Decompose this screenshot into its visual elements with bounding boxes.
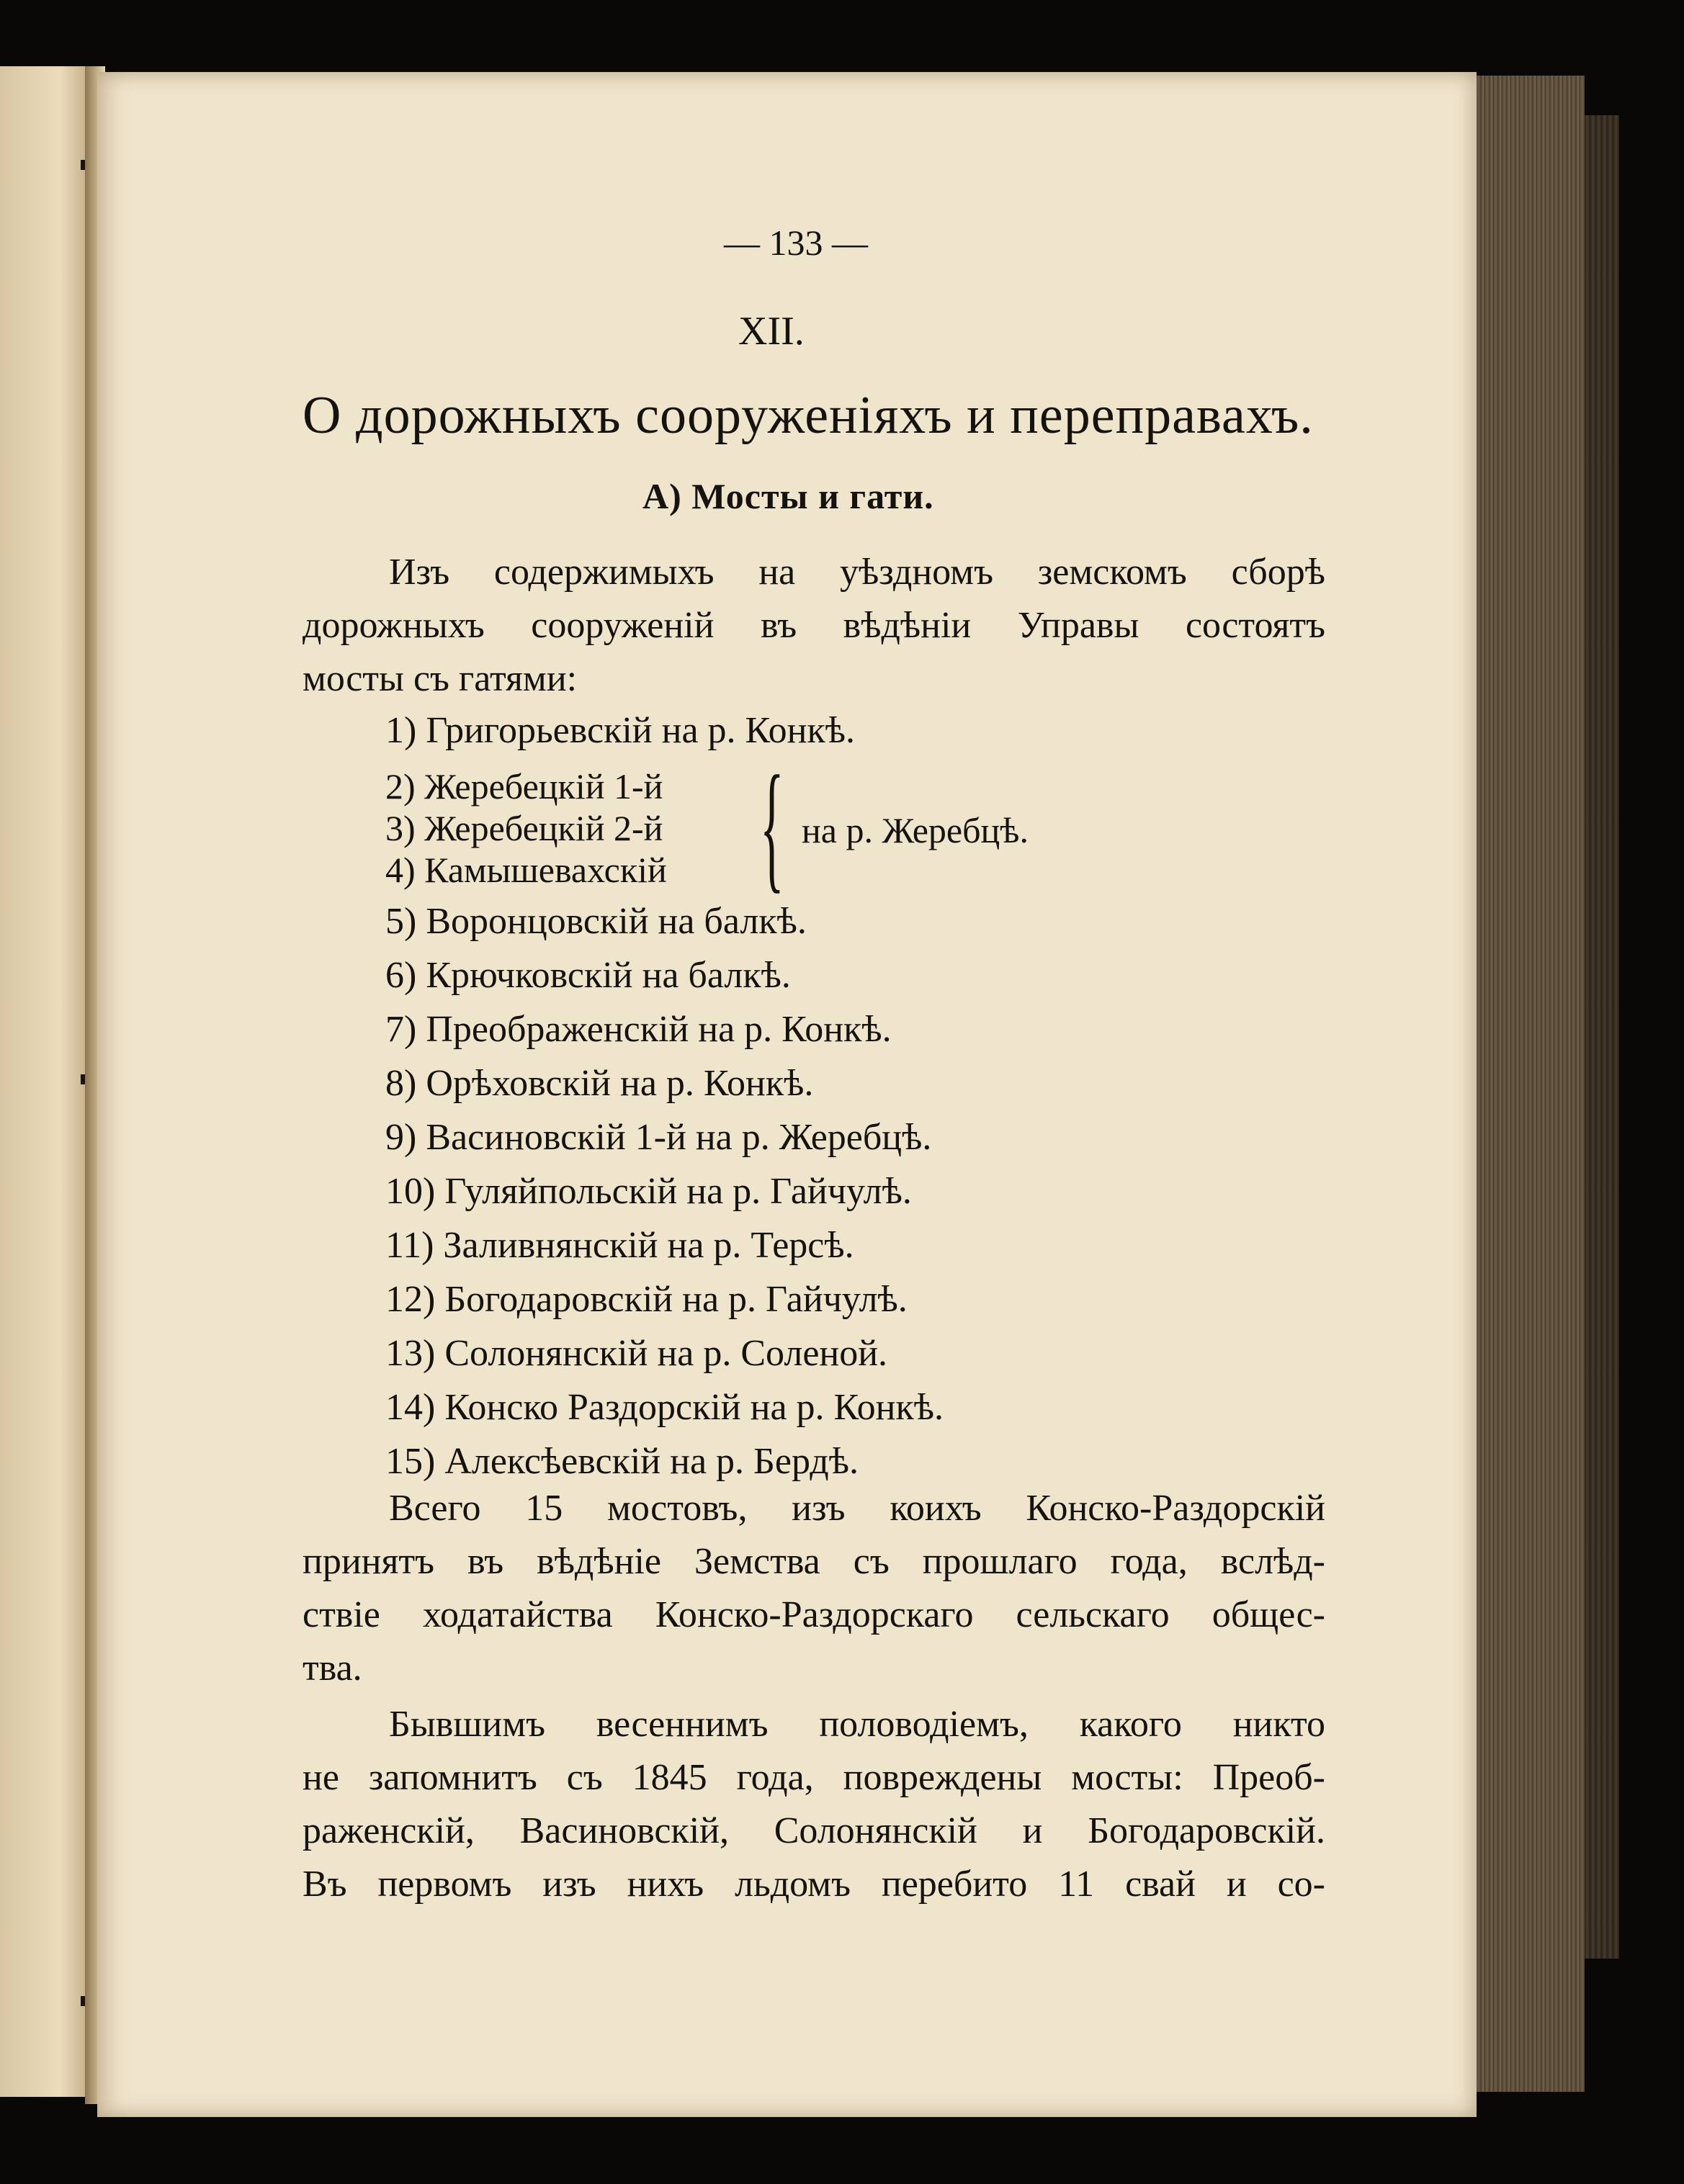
list-item: 15) Алексѣевскій на р. Бердѣ.	[385, 1441, 859, 1482]
paragraph-line: дорожныхъ сооруженій въ вѣдѣніи Управы состоятъ	[303, 605, 1325, 646]
book-cover-edge	[1585, 115, 1619, 1959]
list-item: 13) Солонянскій на р. Соленой.	[385, 1333, 888, 1374]
list-item: 9) Васиновскій 1-й на р. Жеребцѣ.	[385, 1117, 932, 1158]
paragraph-line: Изъ содержимыхъ на уѣздномъ земскомъ сборѣ	[389, 552, 1325, 593]
paragraph-line: Всего 15 мостовъ, изъ коихъ Конско-Раздорскій	[389, 1488, 1325, 1529]
paragraph-line: не запомнитъ съ 1845 года, повреждены мосты: Преоб-	[303, 1757, 1325, 1798]
group-river-label: на р. Жеребцѣ.	[802, 810, 1029, 850]
paragraph-line: принятъ въ вѣдѣніе Земства съ прошлаго года, вслѣд-	[303, 1541, 1325, 1582]
paragraph-line: Бывшимъ весеннимъ половодіемъ, какого никто	[389, 1704, 1325, 1745]
page-number: — 133 —	[724, 223, 868, 263]
list-item: 10) Гуляйпольскій на р. Гайчулѣ.	[385, 1171, 912, 1212]
flood-paragraph	[303, 1698, 1325, 1911]
paragraph-line: Въ первомъ изъ нихъ льдомъ перебито 11 свай и со-	[303, 1864, 1325, 1905]
list-item: 7) Преображенскій на р. Конкѣ.	[385, 1009, 892, 1050]
paragraph-line: тва.	[303, 1648, 362, 1689]
list-item: 6) Крючковскій на балкѣ.	[385, 955, 791, 996]
left-page-edge	[0, 66, 85, 2097]
list-item: 8) Орѣховскій на р. Конкѣ.	[385, 1063, 814, 1104]
intro-paragraph	[303, 546, 1325, 706]
section-title: О дорожныхъ сооруженіяхъ и переправахъ.	[303, 386, 1314, 445]
chapter-number: XII.	[738, 309, 805, 354]
paragraph-line: ствіе ходатайства Конско-Раздорскаго сельскаго общес-	[303, 1594, 1325, 1635]
paragraph-line: мосты съ гатями:	[303, 658, 578, 699]
grouping-brace: {	[760, 747, 784, 906]
list-item: 1) Григорьевскій на р. Конкѣ.	[385, 710, 855, 751]
list-item: 2) Жеребецкій 1-й	[385, 766, 663, 806]
list-item: 4) Камышевахскій	[385, 850, 667, 890]
list-item: 12) Богодаровскій на р. Гайчулѣ.	[385, 1279, 908, 1320]
list-item: 14) Конско Раздорскій на р. Конкѣ.	[385, 1387, 944, 1428]
list-item: 5) Воронцовскій на балкѣ.	[385, 901, 807, 942]
summary-paragraph	[303, 1482, 1325, 1695]
list-item: 3) Жеребецкій 2-й	[385, 808, 663, 848]
list-item: 11) Заливнянскій на р. Терсѣ.	[385, 1225, 854, 1266]
subsection-title: А) Мосты и гати.	[642, 476, 934, 516]
bridge-group	[385, 765, 667, 891]
paragraph-line: раженскій, Васиновскій, Солонянскій и Богодаровскій.	[303, 1810, 1325, 1851]
page-stack-edge	[1477, 76, 1585, 2092]
